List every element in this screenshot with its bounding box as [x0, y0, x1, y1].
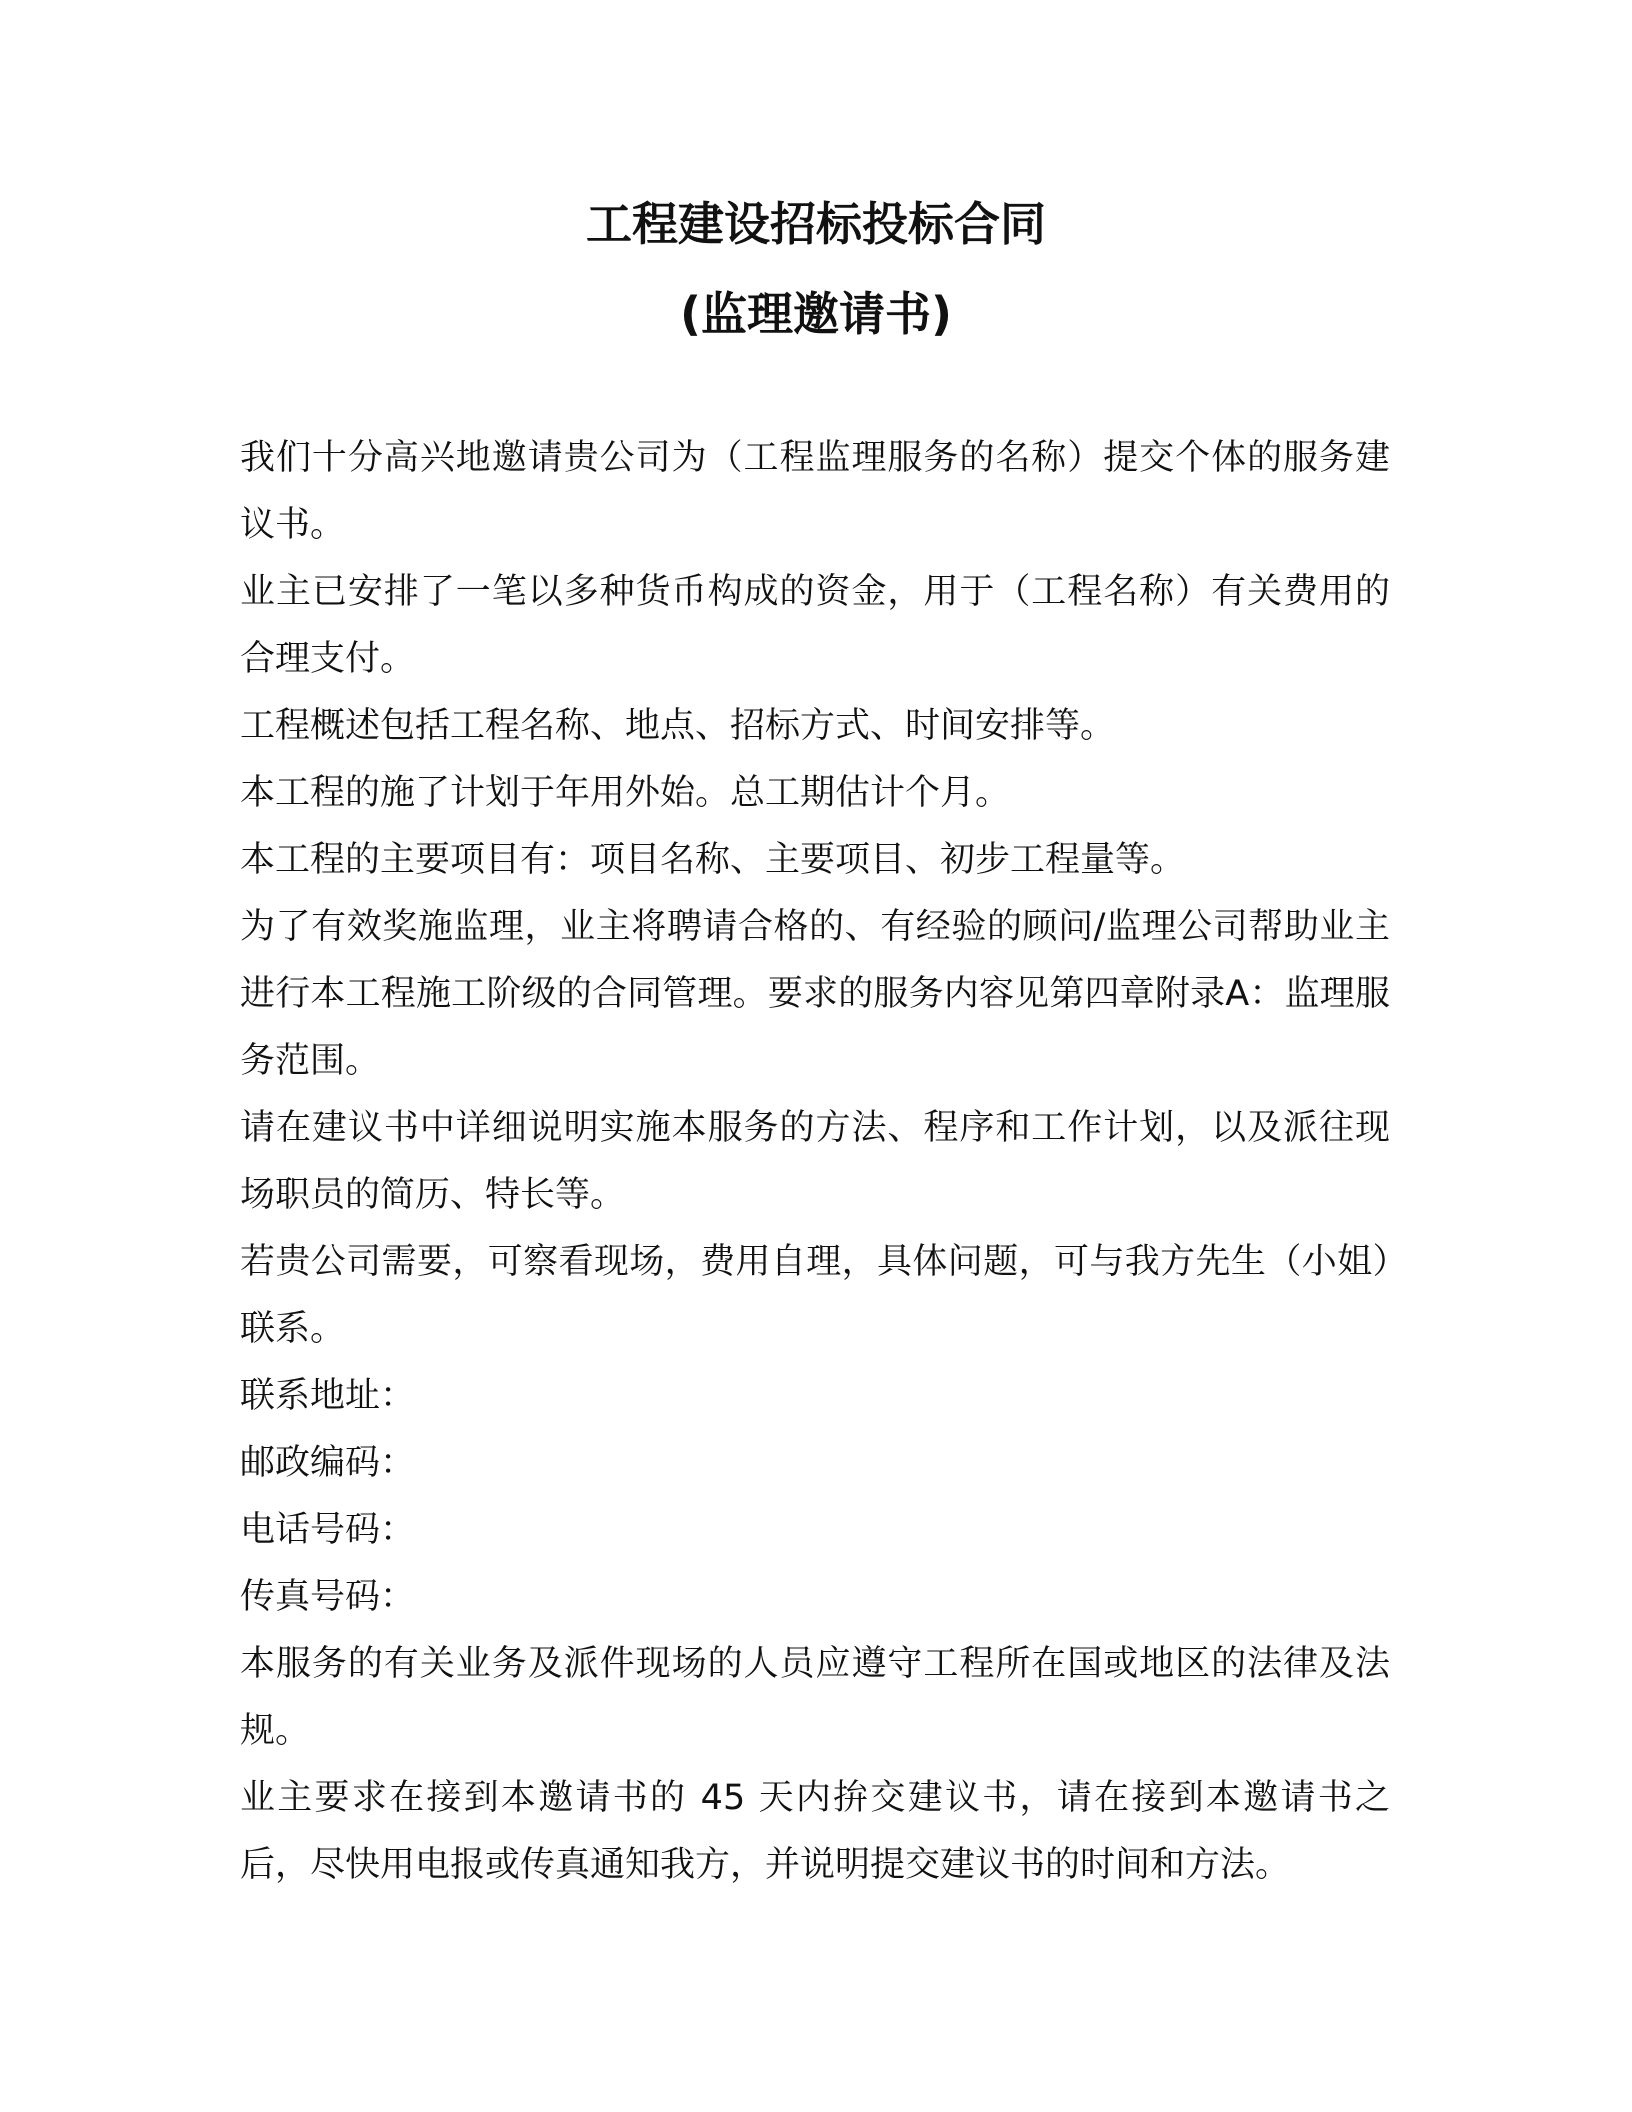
fax-number-label: 传真号码： [240, 1577, 416, 1617]
paragraph-main-items: 本工程的主要项目有：项目名称、主要项目、初步工程量等。 [240, 840, 1186, 880]
document-subtitle: (监理邀请书) [679, 287, 953, 341]
paragraph-invitation: 我们十分高兴地邀请贵公司为（工程监理服务的名称）提交个体的服务建议书。 [240, 438, 1390, 545]
postal-code-label: 邮政编码： [240, 1443, 416, 1483]
paragraph-consultant: 为了有效奖施监理，业主将聘请合格的、有经验的顾问/监理公司帮助业主进行本工程施工阶级的合同管理。要求的服务内容见第四章附录A：监理服务范围。 [240, 907, 1390, 1081]
paragraph-proposal-details: 请在建议书中详细说明实施本服务的方法、程序和工作计划，以及派往现场职员的简历、特长等。 [240, 1108, 1390, 1215]
paragraph-site-visit: 若贵公司需要，可察看现场，费用自理，具体问题，可与我方先生（小姐）联系。 [240, 1242, 1390, 1349]
paragraph-funding: 业主已安排了一笔以多种货币构成的资金，用于（工程名称）有关费用的合理支付。 [240, 572, 1390, 679]
paragraph-compliance: 本服务的有关业务及派件现场的人员应遵守工程所在国或地区的法律及法规。 [240, 1644, 1390, 1751]
document-body [240, 425, 1390, 1899]
phone-number-label: 电话号码： [240, 1510, 416, 1550]
paragraph-schedule: 本工程的施了计划于年用外始。总工期估计个月。 [240, 773, 1011, 813]
paragraph-overview: 工程概述包括工程名称、地点、招标方式、时间安排等。 [240, 706, 1116, 746]
contact-address-label: 联系地址： [240, 1376, 416, 1416]
paragraph-deadline: 业主要求在接到本邀请书的 45 天内拚交建议书，请在接到本邀请书之后，尽快用电报或传真通知我方，并说明提交建议书的时间和方法。 [240, 1778, 1390, 1885]
document-title: 工程建设招标投标合同 [586, 197, 1046, 251]
